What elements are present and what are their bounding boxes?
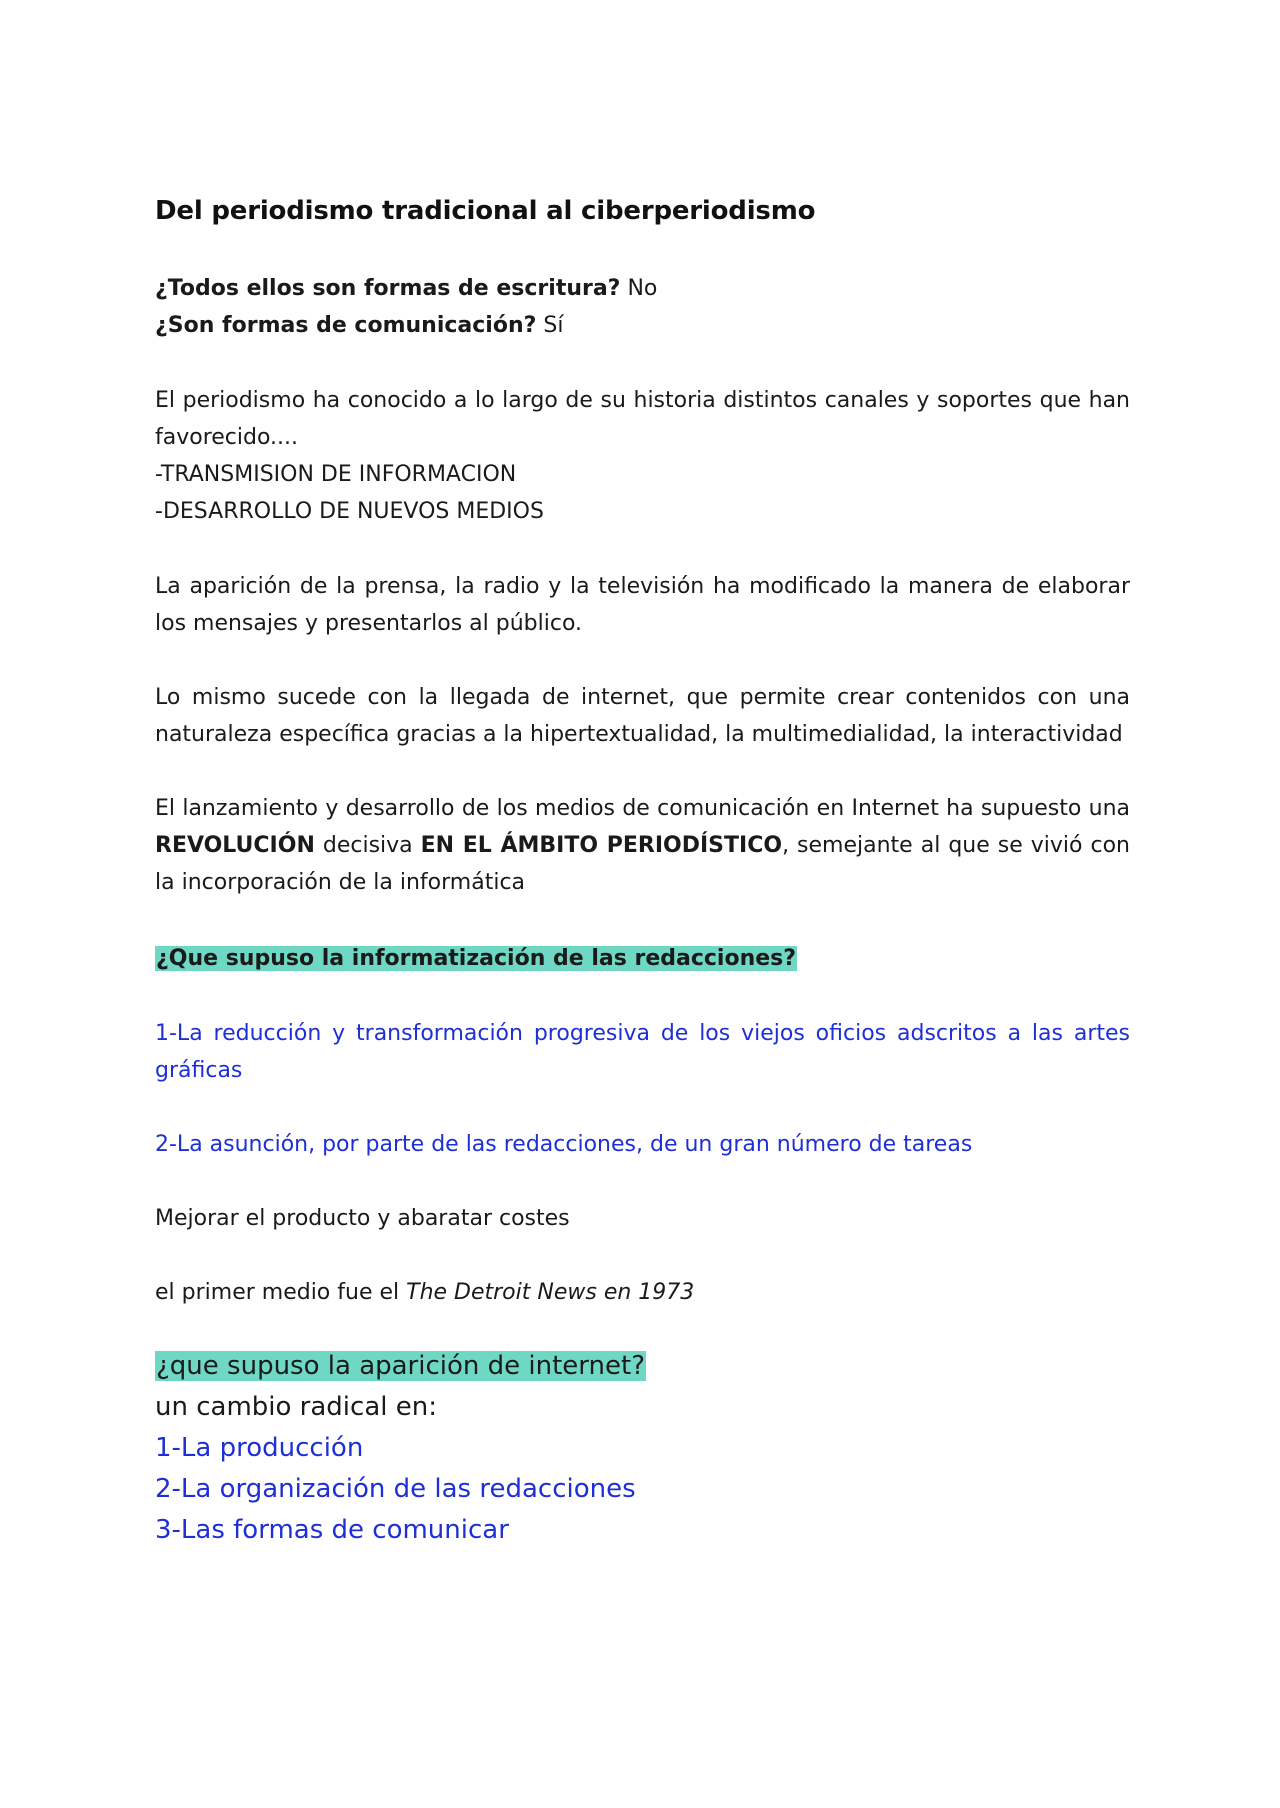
- p4-text-1: El lanzamiento y desarrollo de los medios de comunicación en Internet ha supuesto una: [155, 796, 1130, 821]
- p4-text-2: decisiva: [314, 833, 421, 858]
- highlighted-question-2: ¿que supuso la aparición de internet?: [156, 1351, 645, 1381]
- question-2: ¿Son formas de comunicación?: [155, 313, 537, 338]
- answer-2: Sí: [536, 313, 564, 338]
- blue-point-2: 2-La asunción, por parte de las redacciones, de un gran número de tareas: [155, 1132, 973, 1157]
- heading-informatizacion: [155, 940, 1130, 977]
- highlighted-question-1: ¿Que supuso la informatización de las redacciones?: [156, 946, 797, 971]
- list-item: 3-Las formas de comunicar: [155, 1515, 509, 1545]
- p6-italic: The Detroit News en 1973: [406, 1280, 695, 1305]
- heading-internet: [155, 1346, 1130, 1551]
- question-1: ¿Todos ellos son formas de escritura?: [155, 276, 621, 301]
- p4-bold-ambito: EN EL ÁMBITO PERIODÍSTICO: [420, 833, 783, 858]
- answer-1: No: [620, 276, 658, 301]
- qa-line-1: [155, 270, 1130, 307]
- p6-text: el primer medio fue el: [155, 1280, 407, 1305]
- intro-line: un cambio radical en:: [155, 1392, 437, 1422]
- list-item: 2-La organización de las redacciones: [155, 1474, 636, 1504]
- qa-block: [155, 270, 1130, 344]
- list-item: 1-La producción: [155, 1433, 364, 1463]
- p4-bold-revolucion: REVOLUCIÓN: [155, 833, 315, 858]
- page-title: Del periodismo tradicional al ciberperiodismo: [155, 196, 816, 226]
- paragraph-1: El periodismo ha conocido a lo largo de su historia distintos canales y soportes que han favorecido....: [155, 388, 1130, 450]
- p4-text-3: , semejante al que se vivió con la incorporación de la informática: [155, 833, 1131, 895]
- blue-point-1: 1-La reducción y transformación progresiva de los viejos oficios adscritos a las artes gráficas: [155, 1021, 1130, 1083]
- paragraph-2: La aparición de la prensa, la radio y la televisión ha modificado la manera de elaborar los mensajes y presentarlos al público.: [155, 574, 1130, 636]
- list-item: -TRANSMISION DE INFORMACION: [155, 462, 517, 487]
- list-item: -DESARROLLO DE NUEVOS MEDIOS: [155, 499, 544, 524]
- paragraph-6: [155, 1274, 1130, 1311]
- list-transmision: [155, 456, 1130, 530]
- qa-line-2: [155, 307, 1130, 344]
- paragraph-3: Lo mismo sucede con la llegada de internet, que permite crear contenidos con una naturaleza específica gracias a la hipertextualidad, la multimedialidad, la interactividad: [155, 685, 1130, 747]
- paragraph-4: [155, 790, 1130, 901]
- paragraph-5: Mejorar el producto y abaratar costes: [155, 1206, 570, 1231]
- heading-internet-line: [155, 1346, 1130, 1387]
